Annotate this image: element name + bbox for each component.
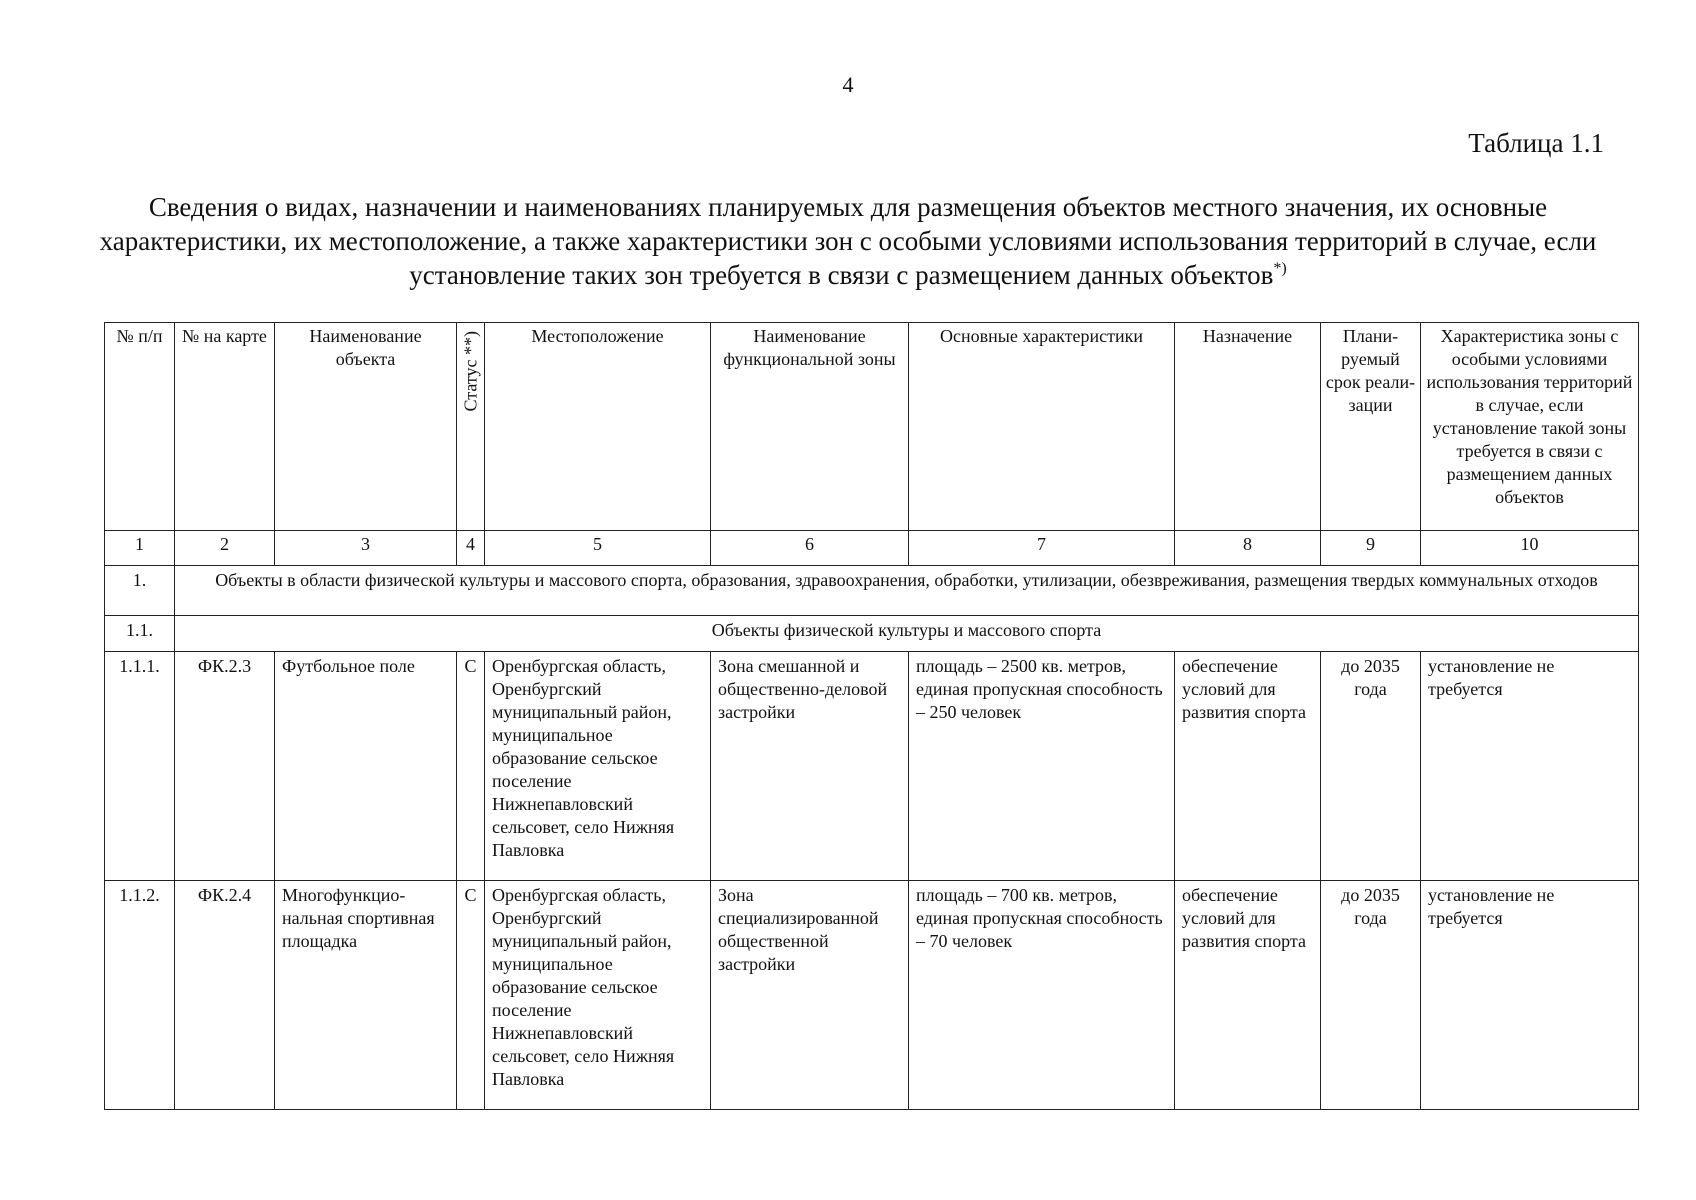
- col-header-name: Наименование объекта: [275, 323, 457, 531]
- row-num: 1.1.1.: [105, 652, 175, 881]
- table-row: [105, 652, 1639, 881]
- col-number: 3: [275, 531, 457, 566]
- section-number: 1.: [105, 566, 175, 616]
- col-header-location: Местоположение: [485, 323, 711, 531]
- row-zone-characteristic: установление не требуется: [1421, 652, 1639, 881]
- col-header-purpose: Назначение: [1175, 323, 1321, 531]
- row-purpose: обеспечение условий для развития спорта: [1175, 652, 1321, 881]
- table-caption: Таблица 1.1: [1468, 128, 1604, 158]
- row-status: С: [457, 652, 485, 881]
- row-map-id: ФК.2.4: [175, 881, 275, 1110]
- row-term: до 2035 года: [1321, 881, 1421, 1110]
- row-zone: Зона смешанной и общественно-деловой застройки: [711, 652, 909, 881]
- row-status: С: [457, 881, 485, 1110]
- col-header-term: Плани- руемый срок реали- зации: [1321, 323, 1421, 531]
- title-footnote: *): [1273, 260, 1287, 277]
- col-number: 9: [1321, 531, 1421, 566]
- page-number: 4: [842, 72, 854, 97]
- col-number: 7: [909, 531, 1175, 566]
- row-characteristics: площадь – 700 кв. метров, единая пропускная способность – 70 человек: [909, 881, 1175, 1110]
- col-header-characteristics: Основные характеристики: [909, 323, 1175, 531]
- objects-table: [104, 322, 1639, 1110]
- col-header-map-id: № на карте: [175, 323, 275, 531]
- row-num: 1.1.2.: [105, 881, 175, 1110]
- row-zone-characteristic: установление не требуется: [1421, 881, 1639, 1110]
- row-purpose: обеспечение условий для развития спорта: [1175, 881, 1321, 1110]
- col-header-num: № п/п: [105, 323, 175, 531]
- col-number: 5: [485, 531, 711, 566]
- subsection-title: Объекты физической культуры и массового спорта: [175, 616, 1639, 652]
- col-header-status: [457, 323, 485, 531]
- row-location: Оренбургская область, Оренбургский муниципальный район, муниципальное образование сельское поселение Нижнепавловский сельсовет, село Нижняя Павловка: [485, 881, 711, 1110]
- row-name: Многофункцио-нальная спортивная площадка: [275, 881, 457, 1110]
- subsection-number: 1.1.: [105, 616, 175, 652]
- col-number: 1: [105, 531, 175, 566]
- col-number: 4: [457, 531, 485, 566]
- col-header-zone-characteristic: Характеристика зоны с особыми условиями использования территорий в случае, если установление такой зоны требуется в связи с размещением данных объектов: [1421, 323, 1639, 531]
- header-row: [105, 323, 1639, 531]
- section-title: Объекты в области физической культуры и массового спорта, образования, здравоохранения, обработки, утилизации, обезвреживания, размещения твердых коммунальных отходов: [175, 566, 1639, 616]
- row-term: до 2035 года: [1321, 652, 1421, 881]
- col-number: 10: [1421, 531, 1639, 566]
- row-map-id: ФК.2.3: [175, 652, 275, 881]
- col-header-status-text: Статус **): [460, 331, 480, 412]
- col-number: 2: [175, 531, 275, 566]
- document-title: [60, 190, 1636, 292]
- subsection-row: [105, 616, 1639, 652]
- row-name: Футбольное поле: [275, 652, 457, 881]
- table-row: [105, 881, 1639, 1110]
- title-text: Сведения о видах, назначении и наименованиях планируемых для размещения объектов местного значения, их основные характеристики, их местоположение, а также характеристики зон с особыми условиями использования территорий в случае, если установление таких зон требуется в связи с размещением данных объектов: [99, 192, 1597, 290]
- col-header-zone: Наименование функциональной зоны: [711, 323, 909, 531]
- column-numbers-row: [105, 531, 1639, 566]
- row-zone: Зона специализированной общественной застройки: [711, 881, 909, 1110]
- col-number: 6: [711, 531, 909, 566]
- col-number: 8: [1175, 531, 1321, 566]
- row-characteristics: площадь – 2500 кв. метров, единая пропускная способность – 250 человек: [909, 652, 1175, 881]
- section-row: [105, 566, 1639, 616]
- row-location: Оренбургская область, Оренбургский муниципальный район, муниципальное образование сельское поселение Нижнепавловский сельсовет, село Нижняя Павловка: [485, 652, 711, 881]
